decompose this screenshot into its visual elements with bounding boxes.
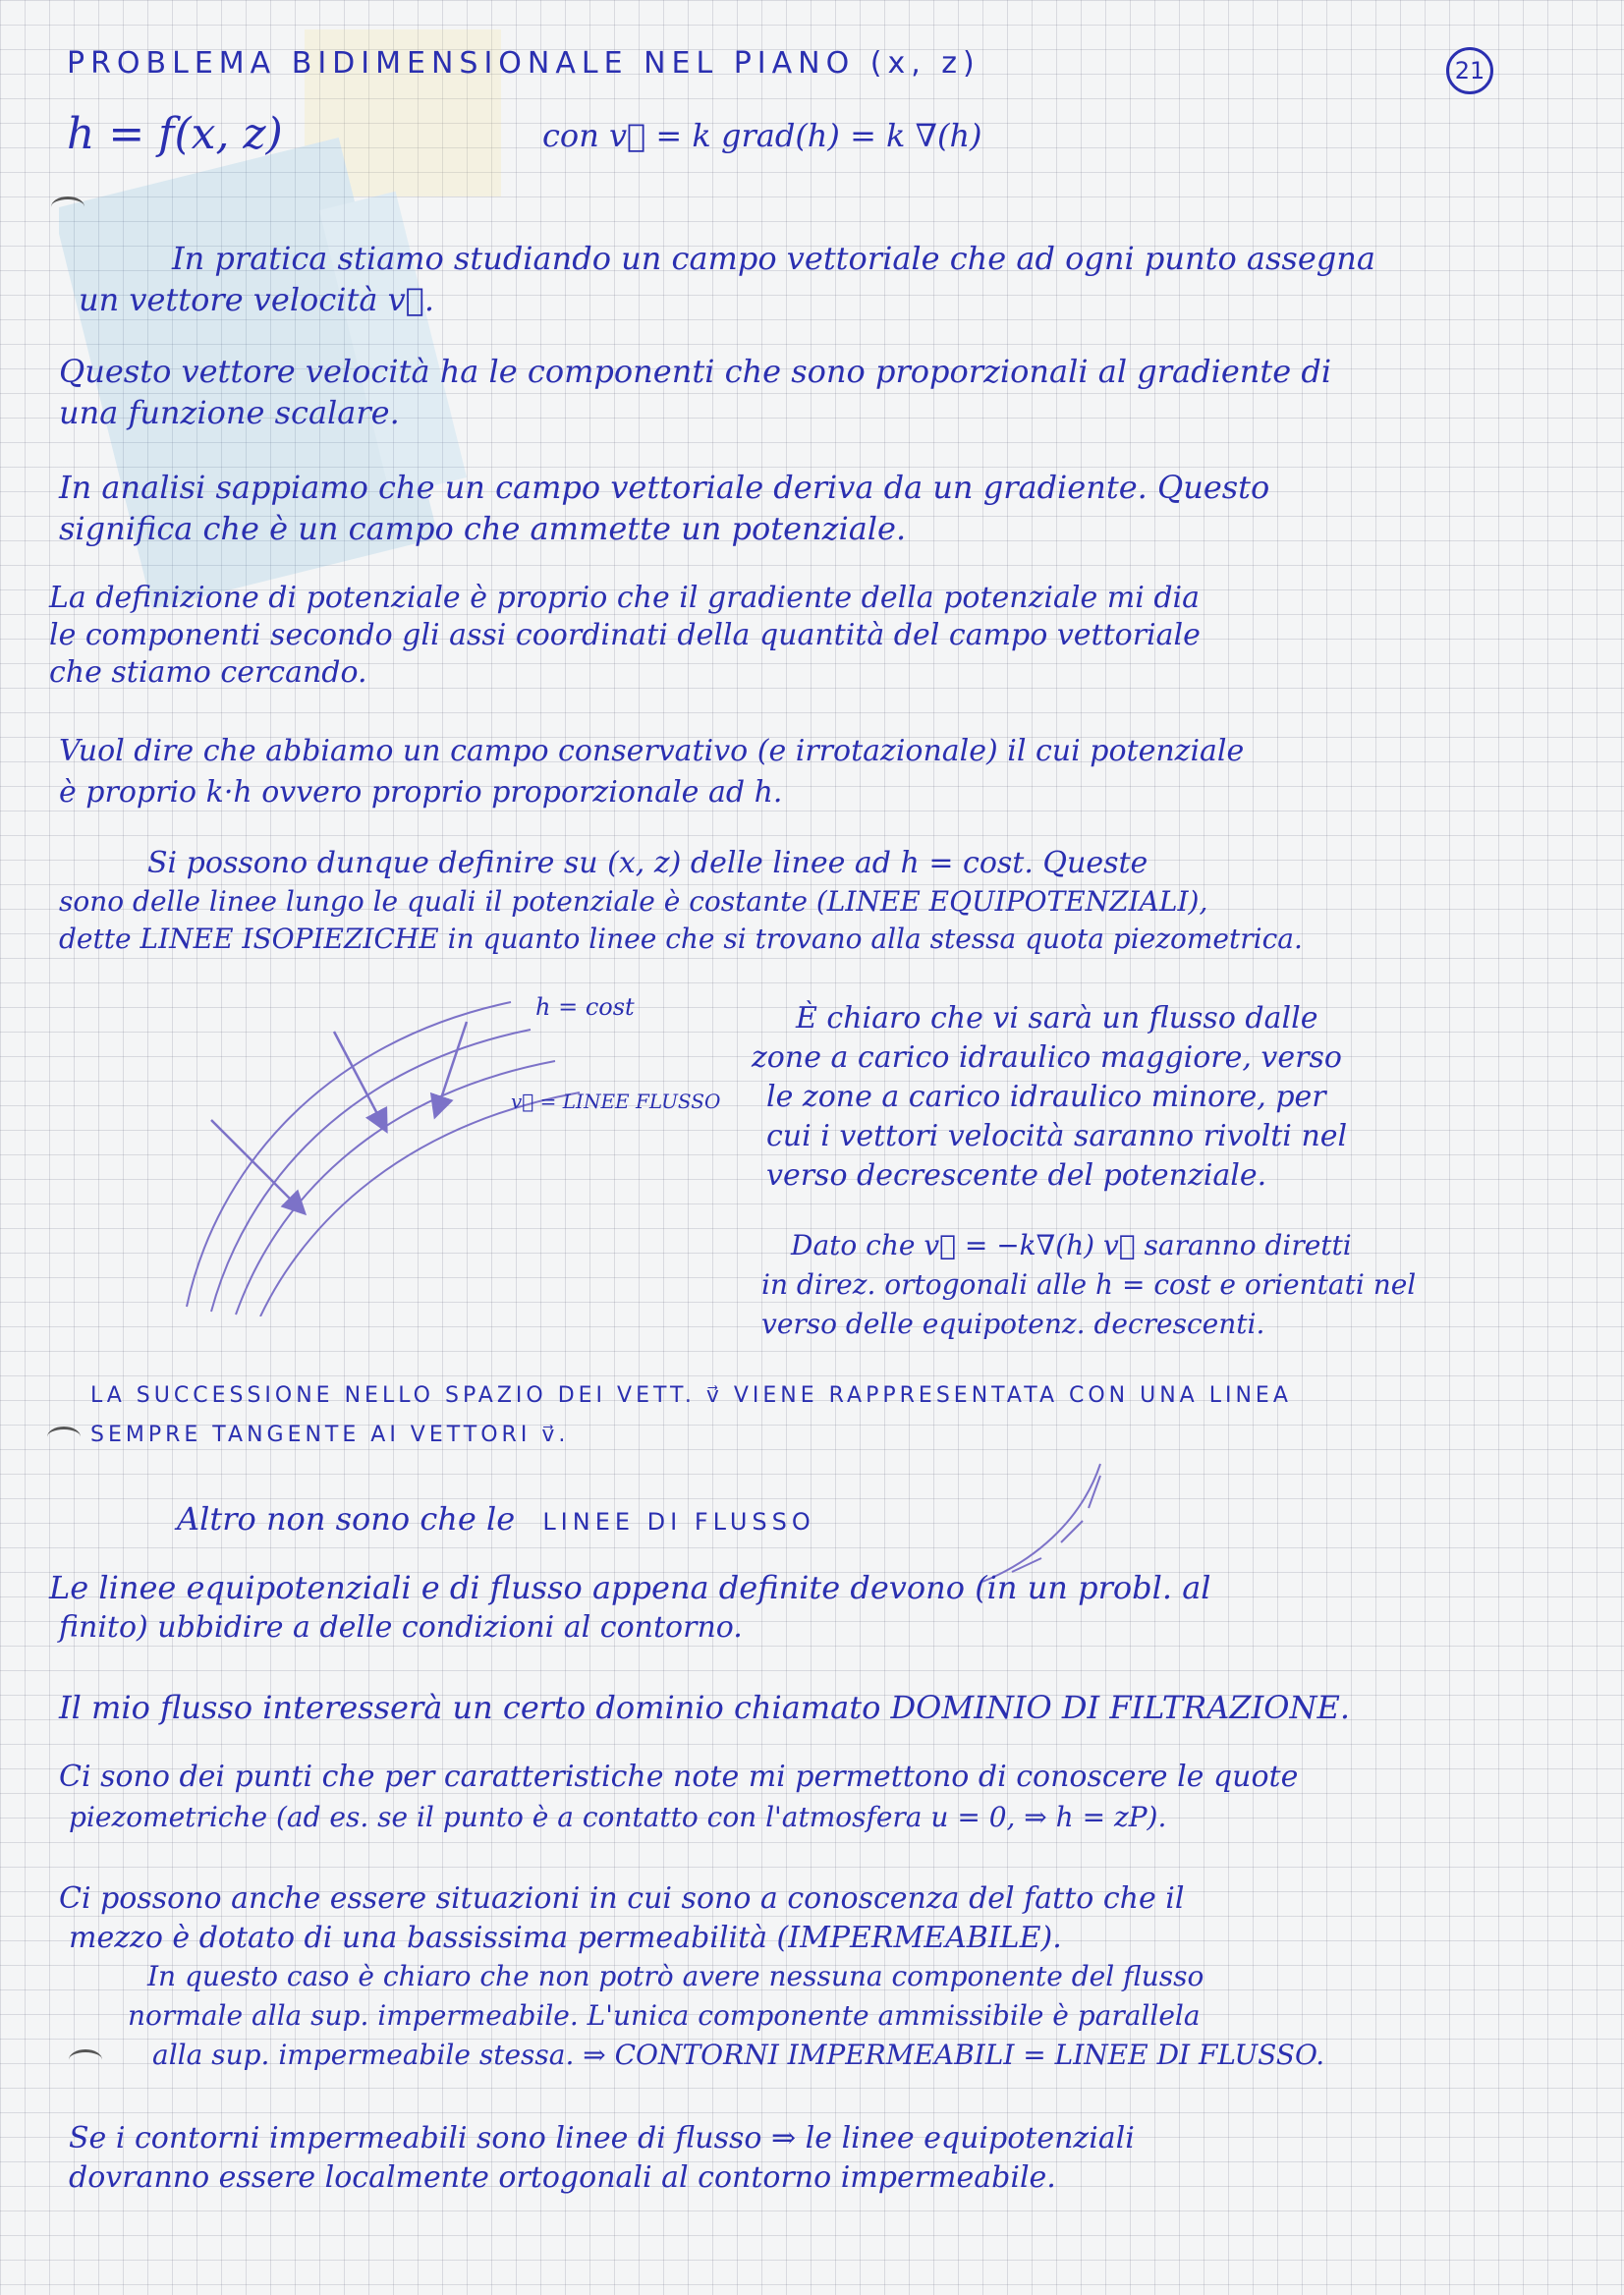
- flux-curve: [982, 1464, 1100, 1582]
- paragraph-line: Ci sono dei punti che per caratteristiche note mi permettono di conoscere le quote: [59, 1760, 1299, 1794]
- caps-line: SEMPRE TANGENTE AI VETTORI v⃗.: [90, 1423, 570, 1447]
- caps-line: LA SUCCESSIONE NELLO SPAZIO DEI VETT. v⃗ VIENE RAPPRESENTATA CON UNA LINEA: [90, 1383, 1292, 1408]
- velocity-vector: [334, 1032, 383, 1125]
- paragraph-line: significa che è un campo che ammette un potenziale.: [59, 510, 907, 547]
- paragraph-line: La definizione di potenziale è proprio che il gradiente della potenziale mi dia: [49, 581, 1201, 615]
- paragraph-line: Questo vettore velocità ha le componenti che sono proporzionali al gradiente di: [59, 353, 1332, 390]
- paragraph-line: è proprio k·h ovvero proprio proporzionale ad h.: [59, 775, 783, 810]
- margin-tick: [69, 2049, 102, 2070]
- paragraph-line: normale alla sup. impermeabile. L'unica componente ammissibile è parallela: [128, 1999, 1201, 2032]
- paragraph-line: Le linee equipotenziali e di flusso appena definite devono (in un probl. al: [49, 1569, 1211, 1606]
- side-note-line: Dato che v⃗ = −k∇(h) v⃗ saranno diretti: [791, 1229, 1352, 1261]
- margin-tick: [47, 1427, 81, 1447]
- page-heading: PROBLEMA BIDIMENSIONALE NEL PIANO (x, z): [67, 46, 980, 81]
- paragraph-line: che stiamo cercando.: [49, 655, 367, 690]
- flux-line: [177, 1501, 815, 1538]
- diagram-label-h: h = cost: [535, 993, 635, 1021]
- side-note-line: in direz. ortogonali alle h = cost e orientati nel: [761, 1268, 1417, 1301]
- diagram-label-v: v⃗ = LINEE FLUSSO: [511, 1090, 721, 1113]
- paragraph-line: mezzo è dotato di una bassissima permeabilità (IMPERMEABILE).: [69, 1921, 1062, 1955]
- equipotential-curve: [236, 1061, 555, 1315]
- paragraph-line: alla sup. impermeabile stessa. ⇒ CONTORNI IMPERMEABILI = LINEE DI FLUSSO.: [152, 2039, 1325, 2071]
- paragraph-line: Vuol dire che abbiamo un campo conservativo (e irrotazionale) il cui potenziale: [59, 734, 1245, 768]
- side-note-line: È chiaro che vi sarà un flusso dalle: [796, 1001, 1318, 1036]
- paragraph-line: una funzione scalare.: [59, 394, 400, 431]
- formula-v: con v⃗ = k grad(h) = k ∇(h): [542, 117, 982, 154]
- paragraph-line: Se i contorni impermeabili sono linee di flusso ⇒ le linee equipotenziali: [69, 2121, 1135, 2155]
- side-note-line: verso delle equipotenz. decrescenti.: [761, 1308, 1265, 1340]
- paragraph-line: dovranno essere localmente ortogonali al contorno impermeabile.: [69, 2160, 1056, 2195]
- side-note-line: cui i vettori velocità saranno rivolti nel: [766, 1119, 1348, 1153]
- paragraph-line: dette LINEE ISOPIEZICHE in quanto linee che si trovano alla stessa quota piezometrica.: [59, 923, 1303, 955]
- paragraph-line: In questo caso è chiaro che non potrò avere nessuna componente del flusso: [147, 1960, 1204, 1992]
- paragraph-line: Si possono dunque definire su (x, z) delle linee ad h = cost. Queste: [147, 846, 1148, 880]
- paragraph-line: sono delle linee lungo le quali il potenziale è costante (LINEE EQUIPOTENZIALI),: [59, 885, 1208, 918]
- flux-line-caps: LINEE DI FLUSSO: [542, 1508, 815, 1536]
- margin-tick: [51, 196, 84, 217]
- page-number: 21: [1446, 47, 1493, 94]
- paragraph-line: In analisi sappiamo che un campo vettoriale deriva da un gradiente. Questo: [59, 469, 1270, 506]
- side-note-line: verso decrescente del potenziale.: [766, 1158, 1267, 1193]
- side-note-line: le zone a carico idraulico minore, per: [766, 1080, 1326, 1114]
- paragraph-line: Il mio flusso interesserà un certo dominio chiamato DOMINIO DI FILTRAZIONE.: [59, 1689, 1350, 1726]
- paragraph-line: un vettore velocità v⃗.: [79, 281, 435, 318]
- paragraph-line: piezometriche (ad es. se il punto è a contatto con l'atmosfera u = 0, ⇒ h = zP).: [69, 1801, 1167, 1833]
- equipotential-curve: [211, 1030, 531, 1312]
- side-note-line: zone a carico idraulico maggiore, verso: [752, 1040, 1342, 1075]
- watermark-stripe: [319, 192, 467, 496]
- velocity-vector: [437, 1022, 467, 1110]
- paragraph-line: le componenti secondo gli assi coordinati della quantità del campo vettoriale: [49, 618, 1201, 652]
- paragraph-line: finito) ubbidire a delle condizioni al contorno.: [59, 1610, 743, 1645]
- paragraph-line: Ci possono anche essere situazioni in cui sono a conoscenza del fatto che il: [59, 1881, 1185, 1916]
- equipotential-curve: [260, 1092, 580, 1316]
- formula-h: h = f(x, z): [67, 109, 283, 159]
- flux-line-prefix: Altro non sono che le: [177, 1500, 516, 1538]
- velocity-vector: [211, 1120, 300, 1208]
- equipotential-diagram: [177, 982, 727, 1316]
- paragraph-line: In pratica stiamo studiando un campo vettoriale che ad ogni punto assegna: [172, 240, 1375, 277]
